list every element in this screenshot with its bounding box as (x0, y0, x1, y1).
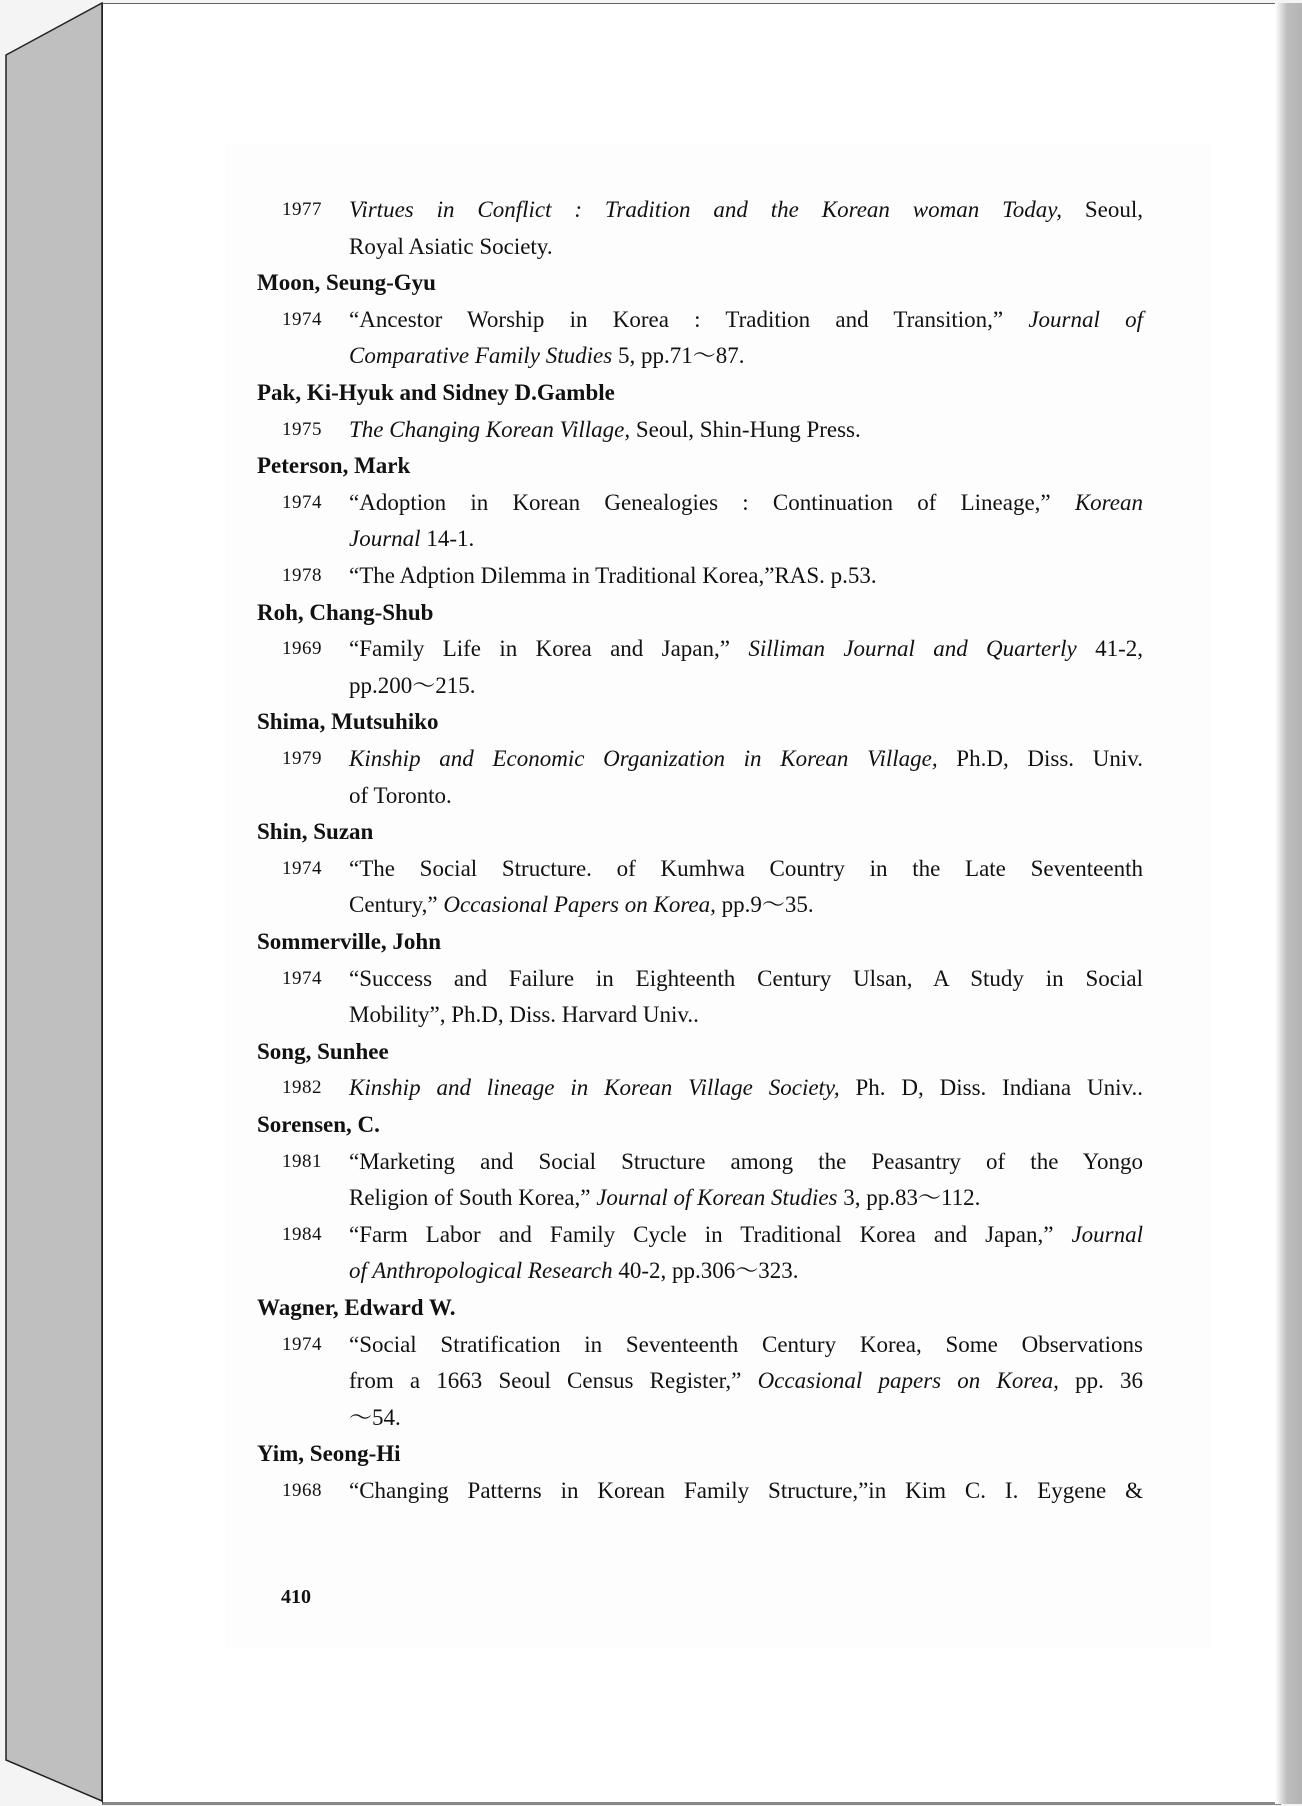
page-edge-shadow (1275, 3, 1302, 1804)
italic-title: Kinship and lineage in Korean Village Society, (349, 1075, 840, 1101)
entry-year: 1974 (282, 491, 322, 513)
entry-year: 1978 (282, 565, 322, 586)
author-heading: Pak, Ki-Hyuk and Sidney D.Gamble (257, 380, 615, 405)
author-heading: Sorensen, C. (257, 1112, 380, 1137)
entry-text: pp.9～35. (715, 892, 814, 918)
entry-text-line (349, 228, 1143, 265)
entry-text: 40-2, pp.306～323. (612, 1258, 799, 1284)
entry-text-line (349, 557, 1143, 594)
italic-title: The Changing Korean Village, (349, 416, 631, 442)
entry-year: 1968 (282, 1480, 322, 1501)
entry-text-line (349, 1399, 1143, 1436)
entry-year: 1969 (282, 638, 322, 660)
author-heading: Shin, Suzan (257, 819, 374, 845)
entry-text-line (349, 520, 1143, 557)
entry-text-line (349, 777, 1143, 814)
entry-text-line (349, 740, 1143, 777)
entry-text: of Toronto. (349, 782, 452, 808)
entry-text: 3, pp.83～112. (837, 1185, 981, 1211)
italic-title: Occasional papers on Korea, (757, 1368, 1059, 1394)
entry-text: Seoul, (1061, 197, 1143, 222)
entry-text: “Ancestor Worship in Korea : Tradition and Transition,” (349, 306, 1029, 332)
entry-text-line (349, 850, 1143, 887)
entry-year: 1984 (282, 1223, 322, 1245)
entry-text: “Family Life in Korea and Japan,” (349, 636, 749, 662)
entry-text-line (349, 667, 1143, 704)
entry-text-line (349, 1472, 1143, 1509)
author-heading: Peterson, Mark (257, 453, 411, 479)
author-heading: Song, Sunhee (257, 1038, 389, 1064)
entry-text-line (349, 1216, 1143, 1253)
entry-text-line (349, 411, 1143, 448)
entry-text: Religion of South Korea,” (349, 1185, 597, 1211)
entry-text-line (349, 886, 1143, 923)
entry-text: from a 1663 Seoul Census Register,” (349, 1368, 758, 1394)
entry-text: Royal Asiatic Society. (349, 233, 553, 259)
entry-text: 5, pp.71～87. (612, 343, 745, 369)
entry-year: 1974 (282, 857, 322, 879)
entry-text-line (349, 1069, 1143, 1106)
entry-text: “Success and Failure in Eighteenth Century Ulsan, A Study in Social (349, 965, 1143, 991)
entry-text-line (349, 1326, 1143, 1363)
entry-text: “Social Stratification in Seventeenth Century Korea, Some Observations (349, 1331, 1143, 1357)
italic-title: Occasional Papers on Korea, (443, 892, 716, 918)
entry-text-line (349, 1362, 1143, 1399)
author-heading: Wagner, Edward W. (257, 1295, 456, 1320)
entry-year: 1974 (282, 967, 322, 989)
entry-text-line (349, 301, 1143, 338)
entry-text: “Farm Labor and Family Cycle in Traditional Korea and Japan,” (349, 1221, 1072, 1247)
entry-year: 1974 (282, 308, 322, 330)
author-heading: Shima, Mutsuhiko (257, 709, 439, 735)
italic-title: Kinship and Economic Organization in Korean Village, (349, 746, 938, 771)
entry-year: 1982 (282, 1077, 322, 1099)
author-heading: Sommerville, John (257, 929, 441, 954)
italic-title: Virtues in Conflict : Tradition and the Korean woman Today, (349, 197, 1062, 222)
entry-text: “Adoption in Korean Genealogies : Continuation of Lineage,” (349, 489, 1075, 515)
entry-text: “Changing Patterns in Korean Family Structure,”in Kim C. I. Eygene & (349, 1478, 1143, 1503)
entry-year: 1979 (282, 748, 322, 769)
entry-text-line (349, 1143, 1143, 1180)
entry-text: Ph. D, Diss. Indiana Univ.. (839, 1075, 1143, 1101)
italic-title: Journal of (1028, 306, 1143, 332)
entry-text-line (349, 630, 1143, 667)
entry-text: 41-2, (1076, 636, 1143, 662)
author-heading: Roh, Chang-Shub (257, 599, 434, 625)
italic-title: Journal (1071, 1221, 1143, 1247)
entry-text: “The Social Structure. of Kumhwa Country in the Late Seventeenth (349, 855, 1143, 881)
italic-title: Journal (349, 526, 421, 552)
author-heading: Yim, Seong-Hi (257, 1441, 401, 1467)
italic-title: of Anthropological Research (349, 1258, 613, 1284)
entry-text-line (349, 337, 1143, 374)
entry-year: 1981 (282, 1150, 322, 1172)
entry-year: 1975 (282, 418, 322, 440)
entry-year: 1974 (282, 1333, 322, 1355)
entry-text: Ph.D, Diss. Univ. (937, 746, 1144, 771)
entry-text-line (349, 1179, 1143, 1216)
italic-title: Silliman Journal and Quarterly (748, 636, 1077, 662)
italic-title: Journal of Korean Studies (596, 1185, 838, 1211)
entry-text-line (349, 191, 1143, 228)
entry-text-line (349, 1252, 1143, 1289)
entry-text: pp. 36 (1058, 1368, 1144, 1394)
italic-title: Comparative Family Studies (349, 343, 613, 369)
entry-text: Century,” (349, 892, 444, 918)
entry-text-line (349, 960, 1143, 997)
entry-year: 1977 (282, 199, 322, 220)
entry-text: “Marketing and Social Structure among the Peasantry of the Yongo (349, 1148, 1143, 1174)
author-heading: Moon, Seung-Gyu (257, 270, 436, 296)
italic-title: Korean (1074, 489, 1143, 515)
entry-text: Mobility”, Ph.D, Diss. Harvard Univ.. (349, 1002, 699, 1028)
entry-text: pp.200～215. (349, 672, 476, 698)
book-spine (0, 0, 110, 1806)
entry-text: “The Adption Dilemma in Traditional Korea,”RAS. p.53. (349, 563, 877, 588)
entry-text-line (349, 996, 1143, 1033)
entry-text: Seoul, Shin-Hung Press. (630, 416, 861, 442)
entry-text: 14-1. (420, 526, 475, 552)
page-number: 410 (281, 1586, 311, 1608)
entry-text: ～54. (349, 1404, 401, 1430)
entry-text-line (349, 484, 1143, 521)
